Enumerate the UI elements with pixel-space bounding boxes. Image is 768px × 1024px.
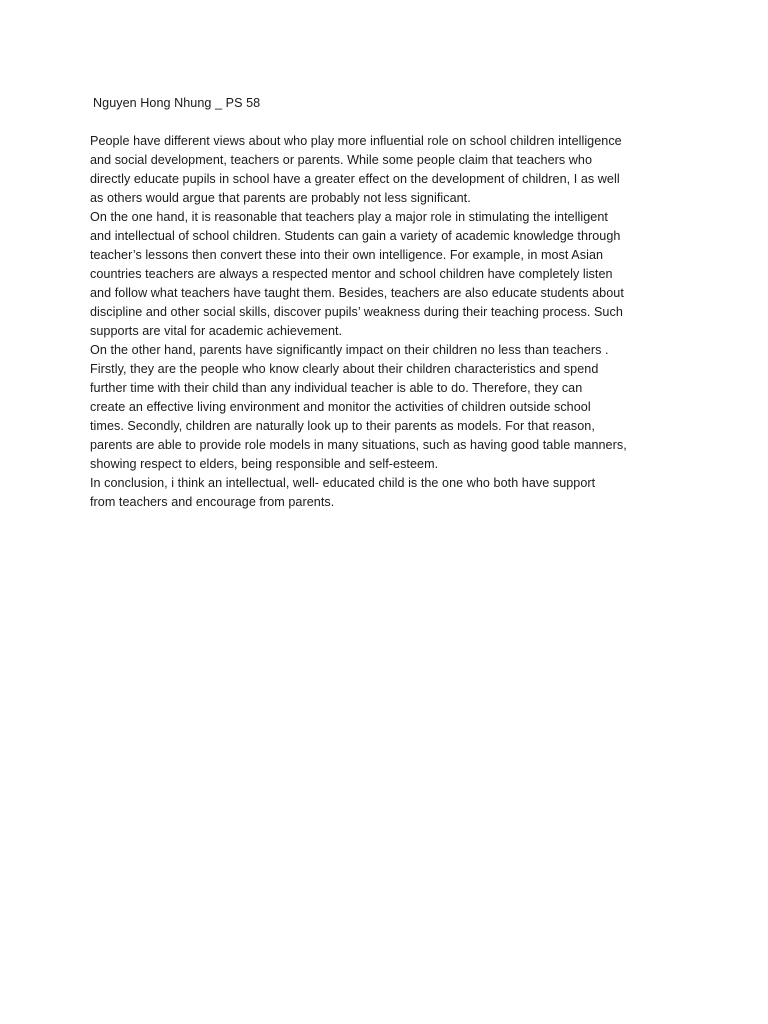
paragraph-introduction [90, 132, 695, 208]
paragraph-conclusion [90, 474, 695, 512]
text-line: Firstly, they are the people who know clearly about their children characteristics and spend [90, 362, 599, 376]
text-line: as others would argue that parents are probably not less significant. [90, 191, 471, 205]
text-line: and follow what teachers have taught them. Besides, teachers are also educate students about [90, 286, 624, 300]
text-line: In conclusion, i think an intellectual, well- educated child is the one who both have support [90, 476, 596, 490]
text-line: showing respect to elders, being responsible and self-esteem. [90, 457, 439, 471]
text-line: On the one hand, it is reasonable that teachers play a major role in stimulating the intelligent [90, 210, 608, 224]
text-line: countries teachers are always a respected mentor and school children have completely listen [90, 267, 613, 281]
text-line: directly educate pupils in school have a greater effect on the development of children, I as well [90, 172, 620, 186]
author-heading: Nguyen Hong Nhung _ PS 58 [93, 96, 261, 110]
text-line: discipline and other social skills, discover pupils’ weakness during their teaching process. Such [90, 305, 623, 319]
text-line: further time with their child than any individual teacher is able to do. Therefore, they can [90, 381, 583, 395]
text-line: create an effective living environment and monitor the activities of children outside school [90, 400, 591, 414]
text-line: and social development, teachers or parents. While some people claim that teachers who [90, 153, 593, 167]
text-line: People have different views about who play more influential role on school children intelligence [90, 134, 622, 148]
text-line: teacher’s lessons then convert these into their own intelligence. For example, in most Asian [90, 248, 604, 262]
text-line: On the other hand, parents have significantly impact on their children no less than teachers . [90, 343, 609, 357]
essay-body [90, 94, 695, 512]
text-line: times. Secondly, children are naturally look up to their parents as models. For that reason, [90, 419, 595, 433]
paragraph-parents [90, 341, 695, 474]
text-line: and intellectual of school children. Students can gain a variety of academic knowledge through [90, 229, 621, 243]
text-line: supports are vital for academic achievement. [90, 324, 343, 338]
paragraph-teachers [90, 208, 695, 341]
text-line: parents are able to provide role models in many situations, such as having good table manners, [90, 438, 627, 452]
text-line: from teachers and encourage from parents. [90, 495, 335, 509]
